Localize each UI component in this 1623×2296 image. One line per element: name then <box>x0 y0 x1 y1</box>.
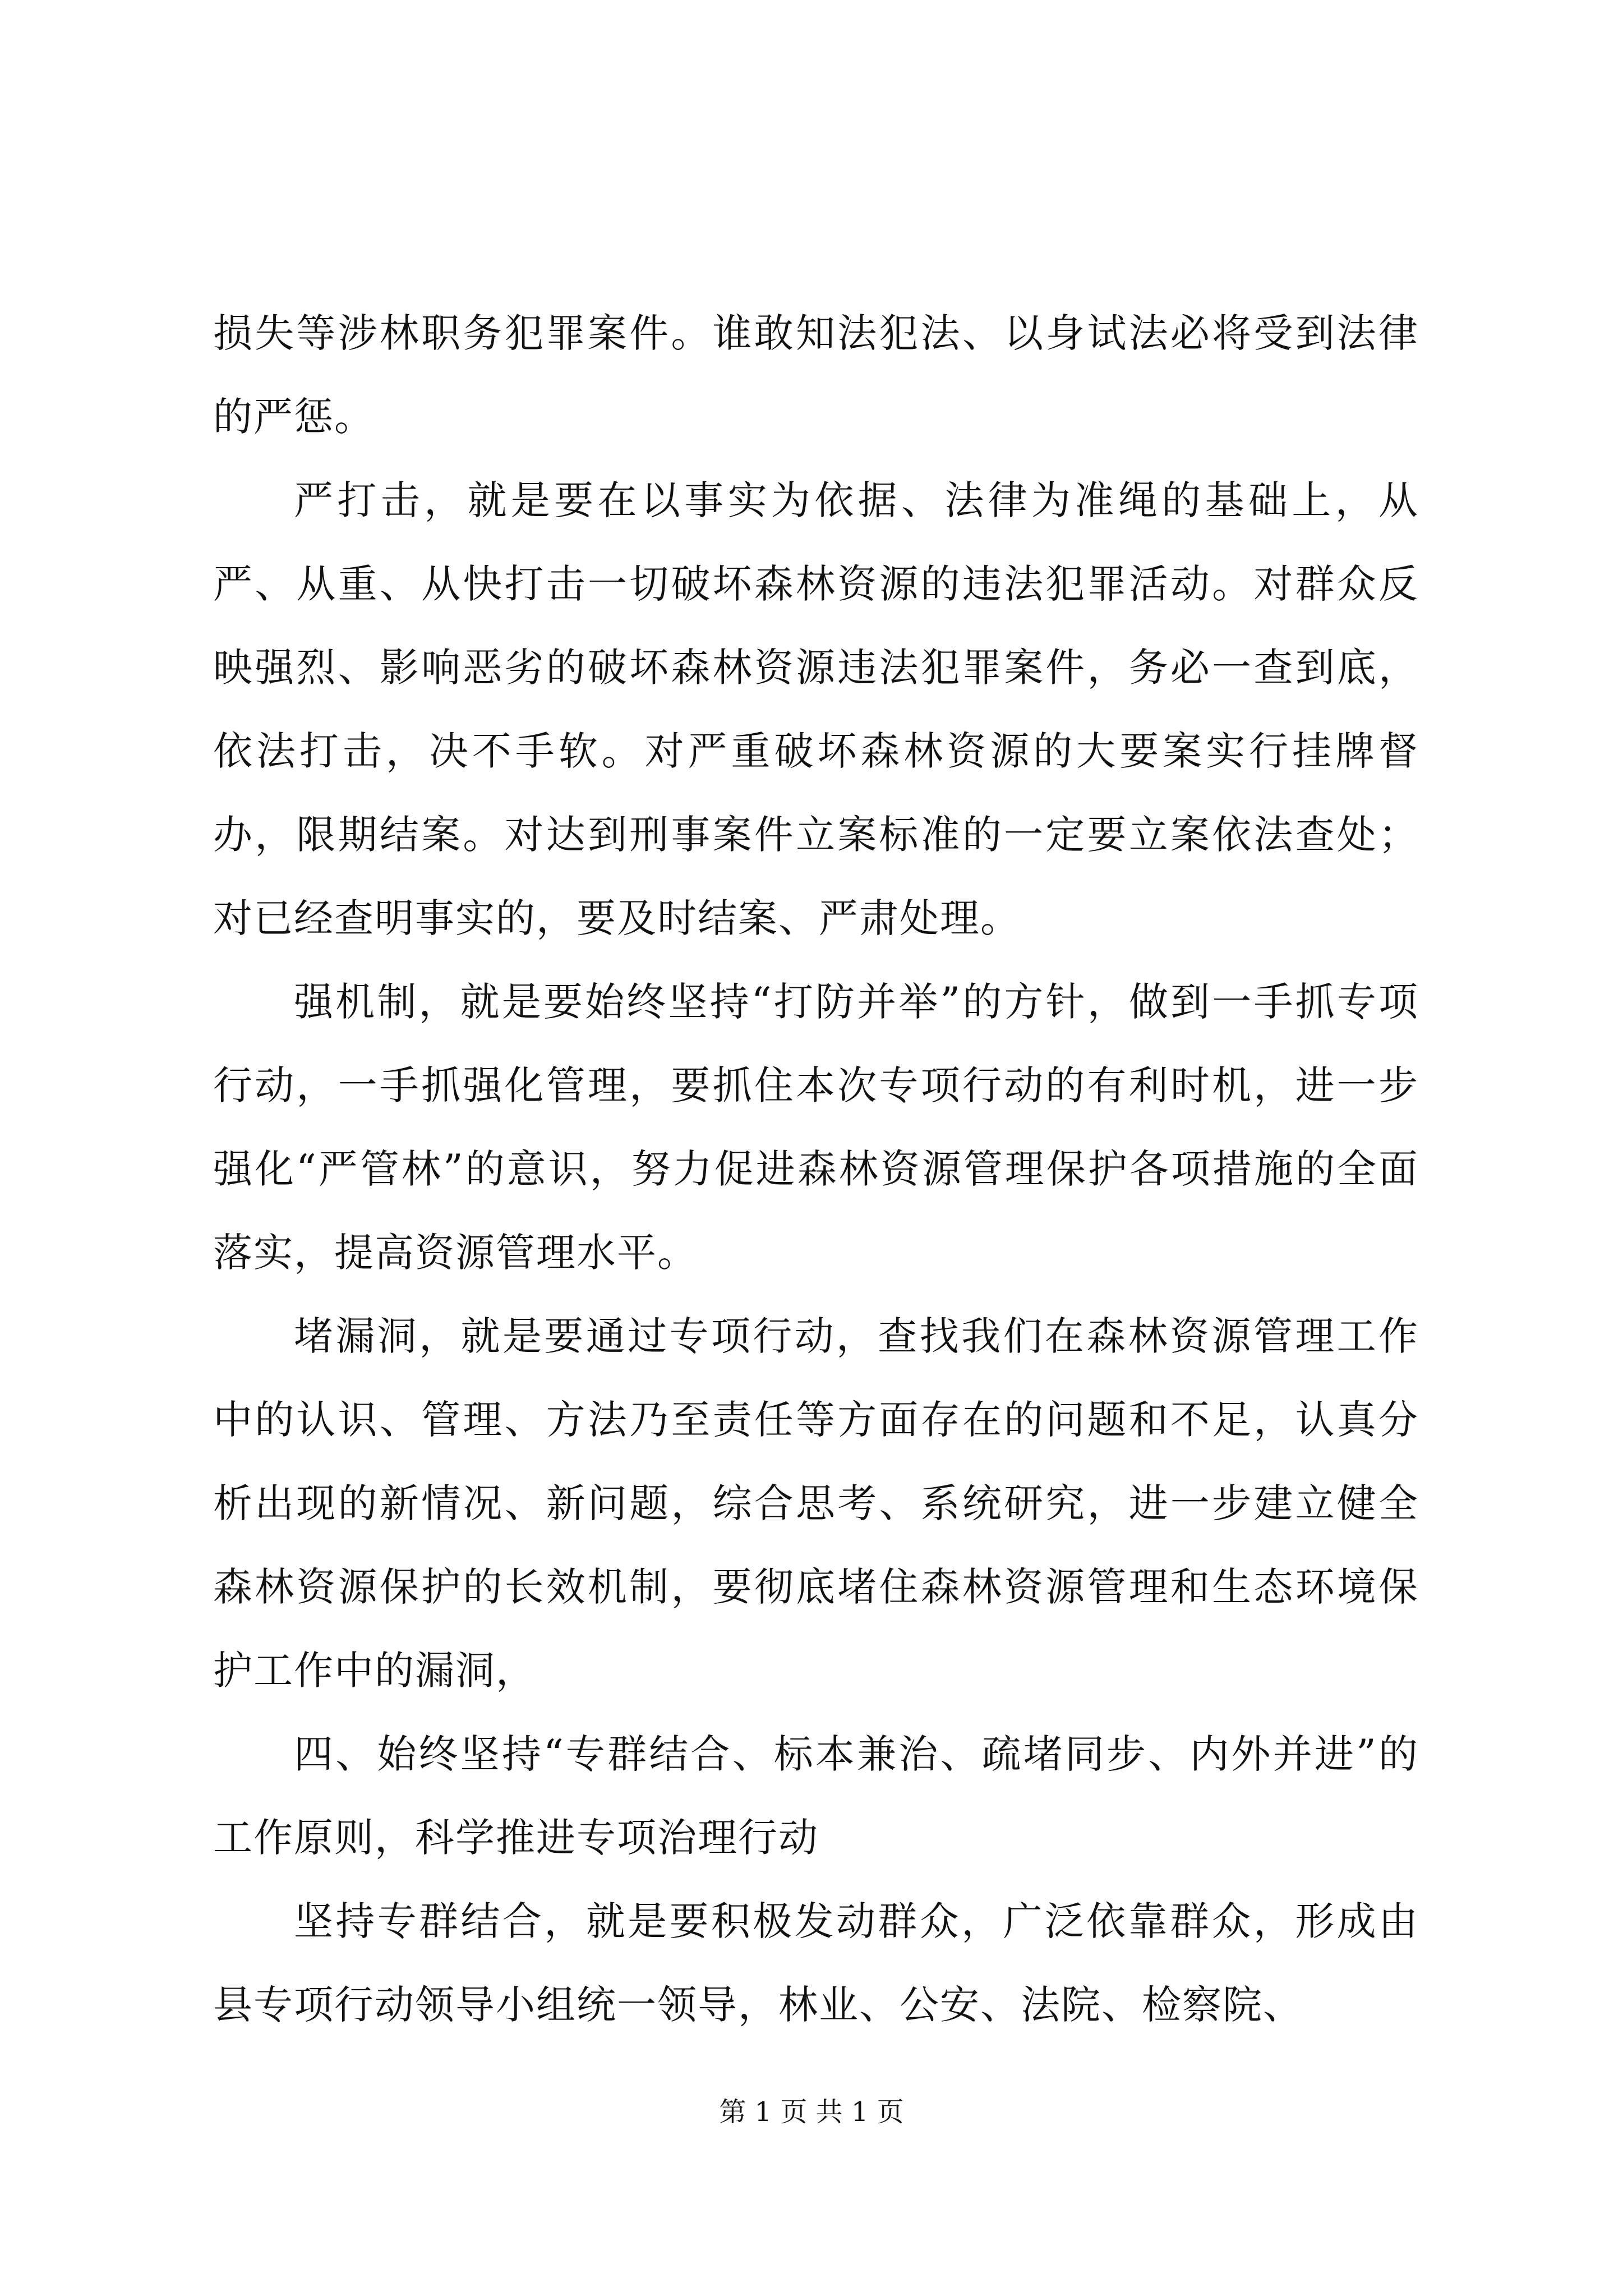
paragraph: 严打击，就是要在以事实为依据、法律为准绳的基础上，从严、从重、从快打击一切破坏森林资源的违法犯罪活动。对群众反映强烈、影响恶劣的破坏森林资源违法犯罪案件，务必一查到底，依法打击，决不手软。对严重破坏森林资源的大要案实行挂牌督办，限期结案。对达到刑事案件立案标准的一定要立案依法查处；对已经查明事实的，要及时结案、严肃处理。 <box>213 477 1419 941</box>
section-heading-paragraph: 四、始终坚持“专群结合、标本兼治、疏堵同步、内外并进”的工作原则，科学推进专项治理行动 <box>213 1731 1419 1861</box>
paragraph: 损失等涉林职务犯罪案件。谁敢知法犯法、以身试法必将受到法律的严惩。 <box>213 310 1419 440</box>
document-body <box>213 292 1419 2047</box>
paragraph: 强机制，就是要始终坚持“打防并举”的方针，做到一手抓专项行动，一手抓强化管理，要抓住本次专项行动的有利时机，进一步强化“严管林”的意识，努力促进森林资源管理保护各项措施的全面落实，提高资源管理水平。 <box>213 979 1419 1276</box>
paragraph: 坚持专群结合，就是要积极发动群众，广泛依靠群众，形成由县专项行动领导小组统一领导，林业、公安、法院、检察院、 <box>213 1898 1419 2028</box>
page-footer <box>0 2095 1623 2129</box>
paragraph: 堵漏洞，就是要通过专项行动，查找我们在森林资源管理工作中的认识、管理、方法乃至责任等方面存在的问题和不足，认真分析出现的新情况、新问题，综合思考、系统研究，进一步建立健全森林资源保护的长效机制，要彻底堵住森林资源管理和生态环境保护工作中的漏洞， <box>213 1313 1419 1694</box>
page-number-label: 第 1 页 共 1 页 <box>719 2096 904 2128</box>
